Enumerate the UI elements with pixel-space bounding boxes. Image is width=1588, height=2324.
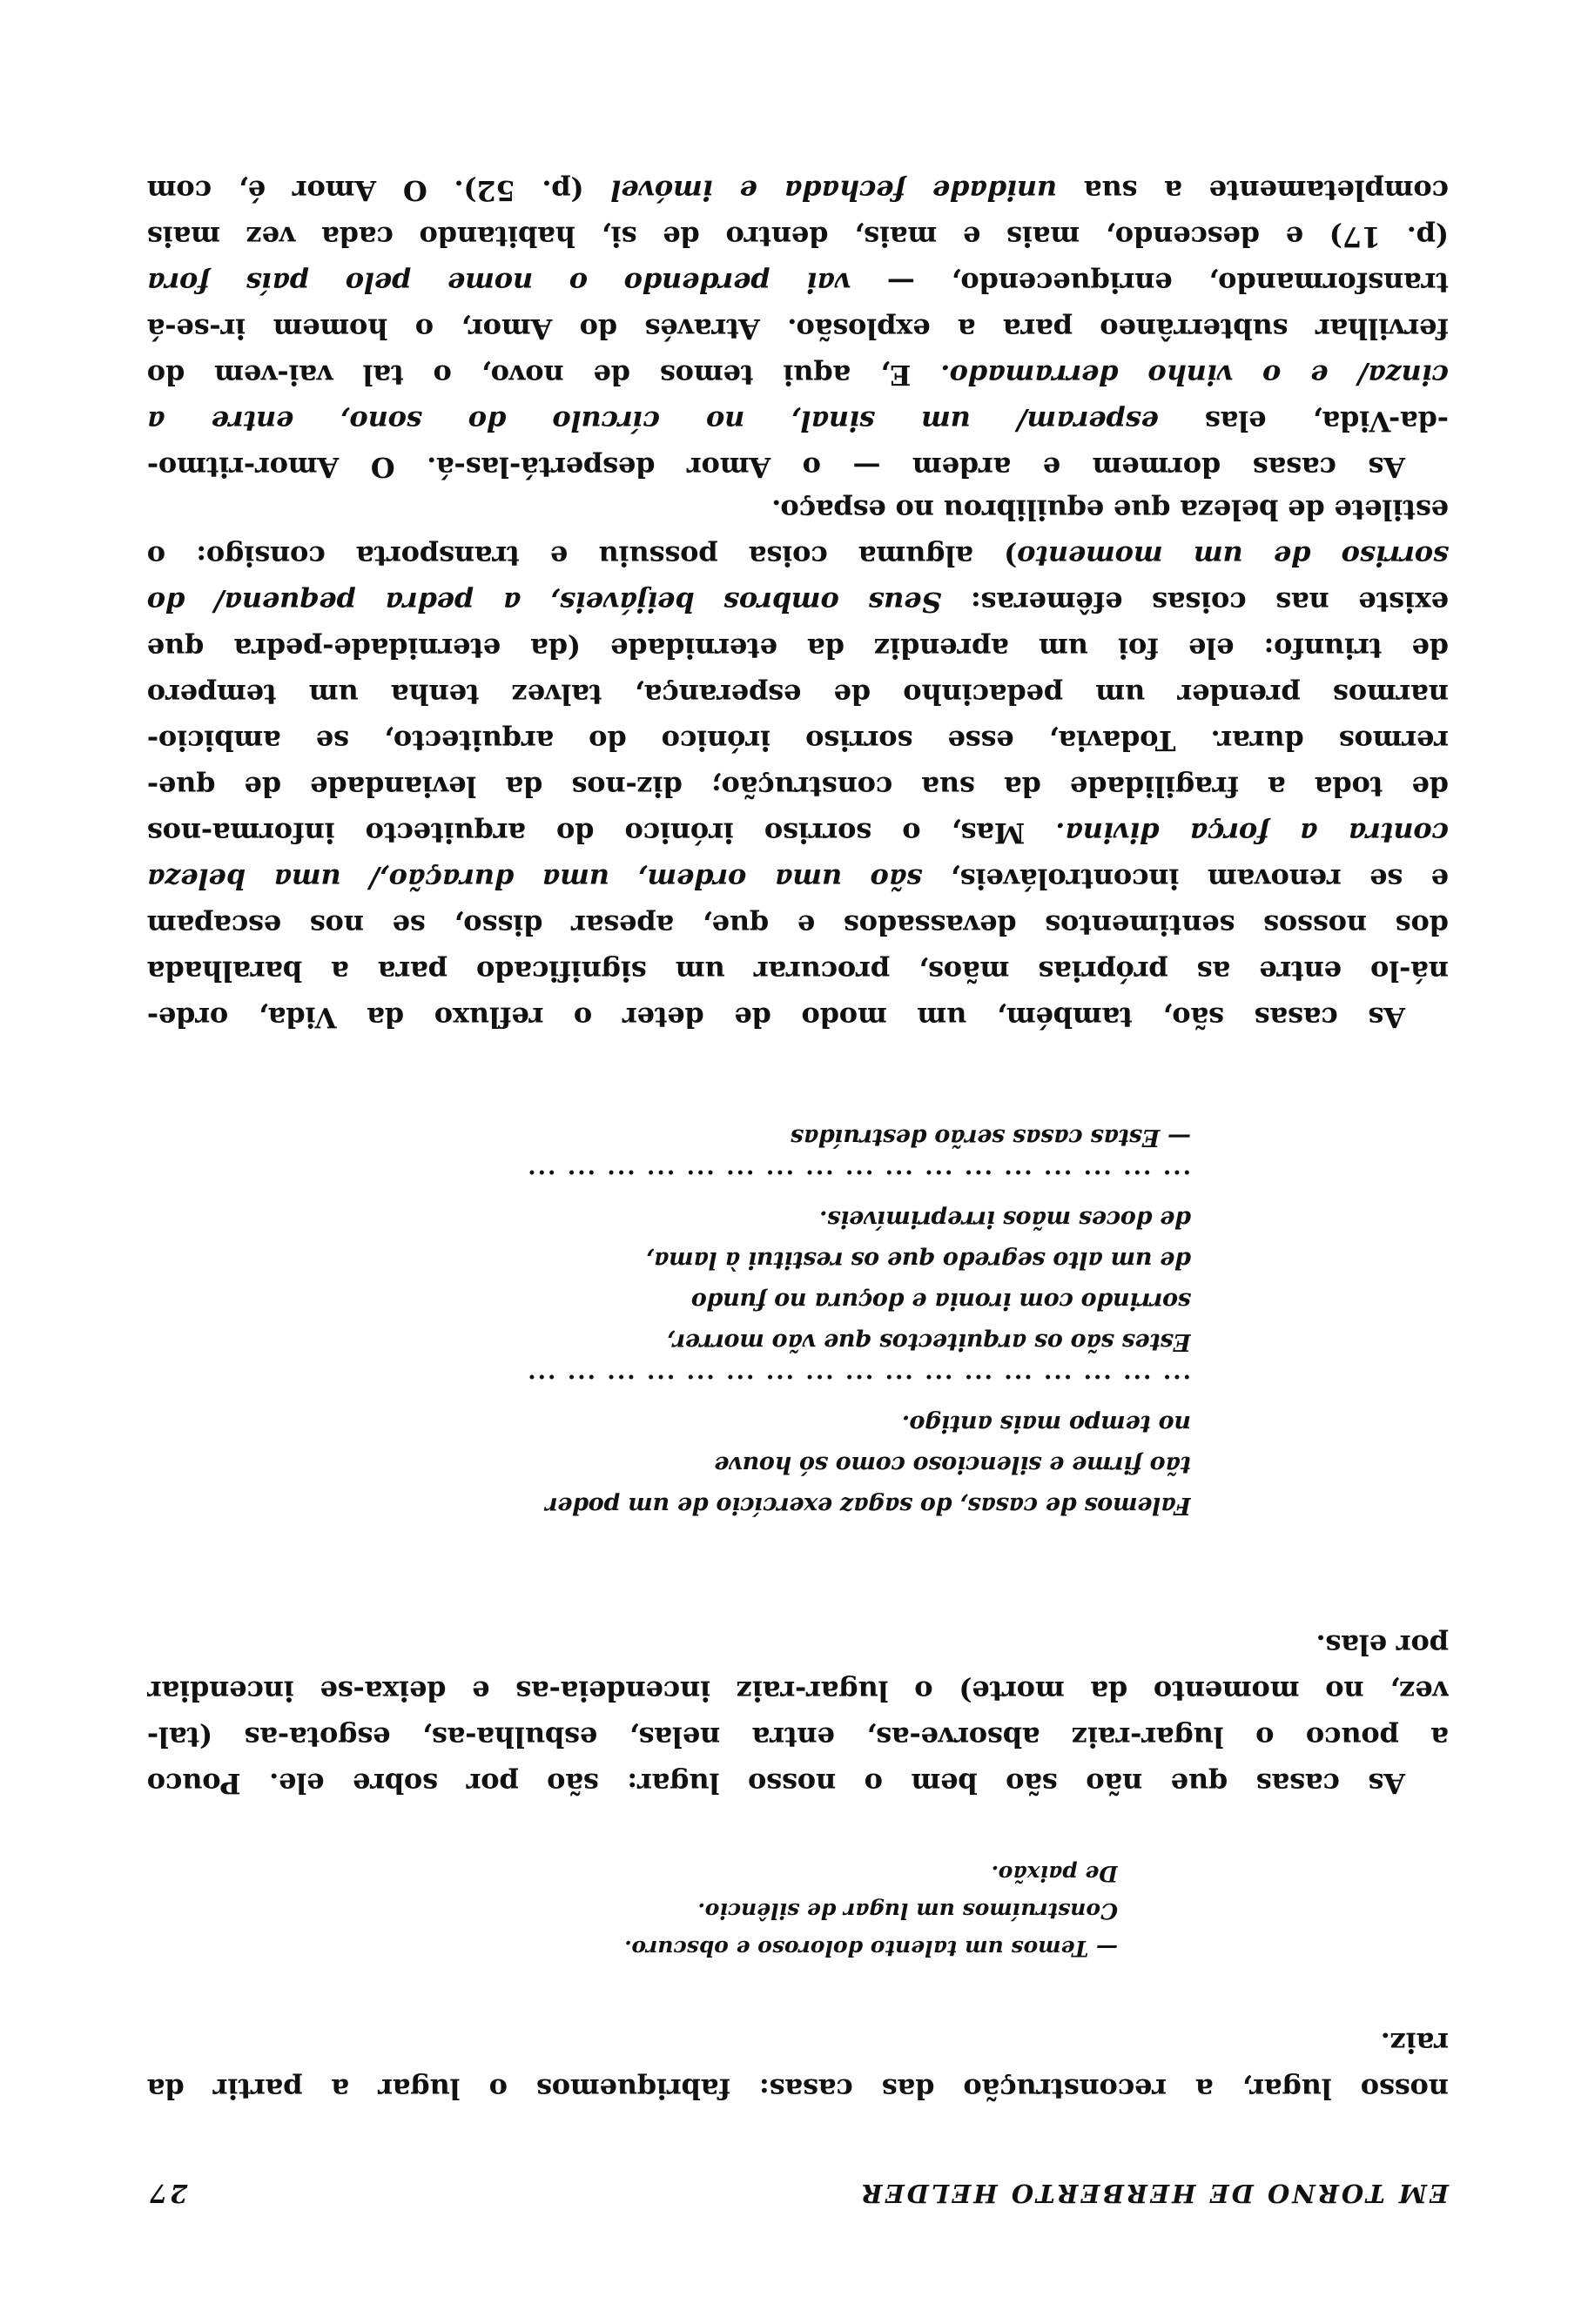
text-run: Mas, o sorriso irónico do arquitecto informa-nos [147,816,1056,850]
paragraph-3 [147,487,1449,1040]
text-line [147,352,1449,398]
text-run: (p. 17) e descendo, mais e mais, dentro de si, habitando cada vez mais [147,220,1449,253]
italic-citation: vai perdendo o nome pelo país fora [147,266,851,299]
text-line [147,809,1449,856]
text-line [147,1760,1449,1806]
italic-citation: Seus ombros beijáveis, a pedra pequena/ do [147,586,942,619]
verse-line: Falemos de casas, do sagaz exercício de um poder [545,1492,1191,1519]
text-run: rermos durar. Todavia, esse sorriso irónico do arquitecto, se ambicio- [147,724,1449,757]
text-line [147,994,1449,1040]
text-run: E, aqui temos de novo, o tal vai-vem do [147,359,941,392]
text-line [147,2019,1449,2065]
page-number: 27 [147,2179,188,2208]
running-title: EM TORNO DE HERBERTO HELDER [858,2179,1449,2208]
text-run: existe nas coisas efêmeras: [941,586,1449,619]
italic-citation: são uma ordem, uma duração,/ uma beleza [147,863,923,896]
epigraph-quote [624,1855,1118,1967]
text-line [147,1714,1449,1760]
text-line [147,306,1449,352]
text-run: nosso lugar, a reconstrução das casas: fabriquemos o lugar a partir da [147,2072,1449,2106]
text-line [147,856,1449,902]
italic-citation: esperam/ um sinal, no círculo do sono, entre a [147,405,1159,438]
verse-line: — Estas casas serão destruídas [791,1124,1191,1151]
text-line [147,671,1449,717]
verse-line: de um alto segredo que os restitui à lama, [646,1246,1191,1273]
verse-line: — Temos um talento doloroso e obscuro. [624,1936,1118,1961]
text-run: por elas. [1315,1629,1449,1662]
text-run: -da-Vida, elas [1158,405,1449,438]
text-line [147,1668,1449,1714]
text-run: vez, no momento da morte) o lugar-raiz incendeia-as e deixa-se incendiar [147,1675,1449,1708]
text-run: fervilhar subterrâneo para a explosão. Através do Amor, o homem ir-se-á [147,312,1449,346]
text-run: As casas que não são bem o nosso lugar: são por sobre ele. Pouco [147,1767,1405,1800]
text-line [147,579,1449,625]
text-line [147,533,1449,579]
ellipsis-line: ... ... ... ... ... ... ... ... ... ... ... ... ... ... ... ... ... [526,1369,1191,1396]
text-line [147,167,1449,213]
text-line [147,948,1449,994]
running-header [147,2174,1449,2213]
italic-citation: cinza/ e o vinho derramado. [940,359,1449,392]
text-line [147,625,1449,671]
verse-line: Construímos um lugar de silêncio. [697,1898,1118,1924]
ellipsis-line: ... ... ... ... ... ... ... ... ... ... ... ... ... ... ... ... ... [526,1165,1191,1192]
text-run: raiz. [1380,2026,1449,2059]
verse-line: tão firme e silencioso como só houve [714,1451,1191,1478]
text-run: narmos prender um pedacinho de esperança, talvez tenha um tempero [147,678,1449,711]
text-run: estilete de beleza que equilibrou no espaço. [771,494,1449,527]
text-line [147,398,1449,444]
verse-line: De paixão. [991,1861,1118,1886]
paragraph-4 [147,167,1449,490]
text-line [147,763,1449,809]
poem-excerpt [397,1117,1191,1526]
text-line [147,717,1449,763]
text-line [147,902,1449,948]
text-line [147,2065,1449,2112]
text-run: de toda a fragilidade da sua construção; diz-nos da leviandade de que- [147,770,1449,803]
verse-line: de doces mãos irreprimíveis. [819,1206,1191,1233]
text-line [147,1622,1449,1668]
text-line [147,444,1449,490]
text-run: ná-lo entre as próprias mãos, procurar um significado para a baralhada [147,955,1449,988]
text-run: As casas dormem e ardem — o Amor despertá-las-á. O Amor-ritmo- [147,451,1405,484]
text-run: (p. 52). O Amor é, com [147,174,611,207]
paragraph-2 [147,1622,1449,1806]
verse-line: sorrindo com ironia e doçura no fundo [691,1287,1191,1314]
text-run: As casas são, também, um modo de deter o refluxo da Vida, orde- [147,1001,1405,1034]
italic-citation: sorriso de um momento [1017,540,1449,573]
text-line [147,213,1449,259]
verse-line: Estes são os arquitectos que vão morrer, [667,1328,1191,1355]
text-run: dos nossos sentimentos devassados e que, apesar disso, se nos escapam [147,909,1449,942]
text-run: e se renovam incontroláveis, [922,863,1449,896]
text-run: transformando, enriquecendo, — [851,266,1449,299]
verse-line: no tempo mais antigo. [902,1410,1191,1437]
text-run: de triunfo: ele foi um aprendiz da eternidade (da eternidade-pedra que [147,632,1449,665]
text-line [147,487,1449,533]
italic-citation: contra a força divina. [1055,816,1449,850]
text-run: completamente a sua [1057,174,1449,207]
text-run: a pouco o lugar-raiz absorve-as, entra nelas, esbulha-as, esgota-as (tal- [147,1721,1449,1754]
text-line [147,259,1449,306]
italic-citation: unidade fechada e imóvel [610,174,1058,207]
text-run: ) alguma coisa possuiu e transporta consigo: o [147,540,1018,573]
paragraph-1 [147,2019,1449,2112]
